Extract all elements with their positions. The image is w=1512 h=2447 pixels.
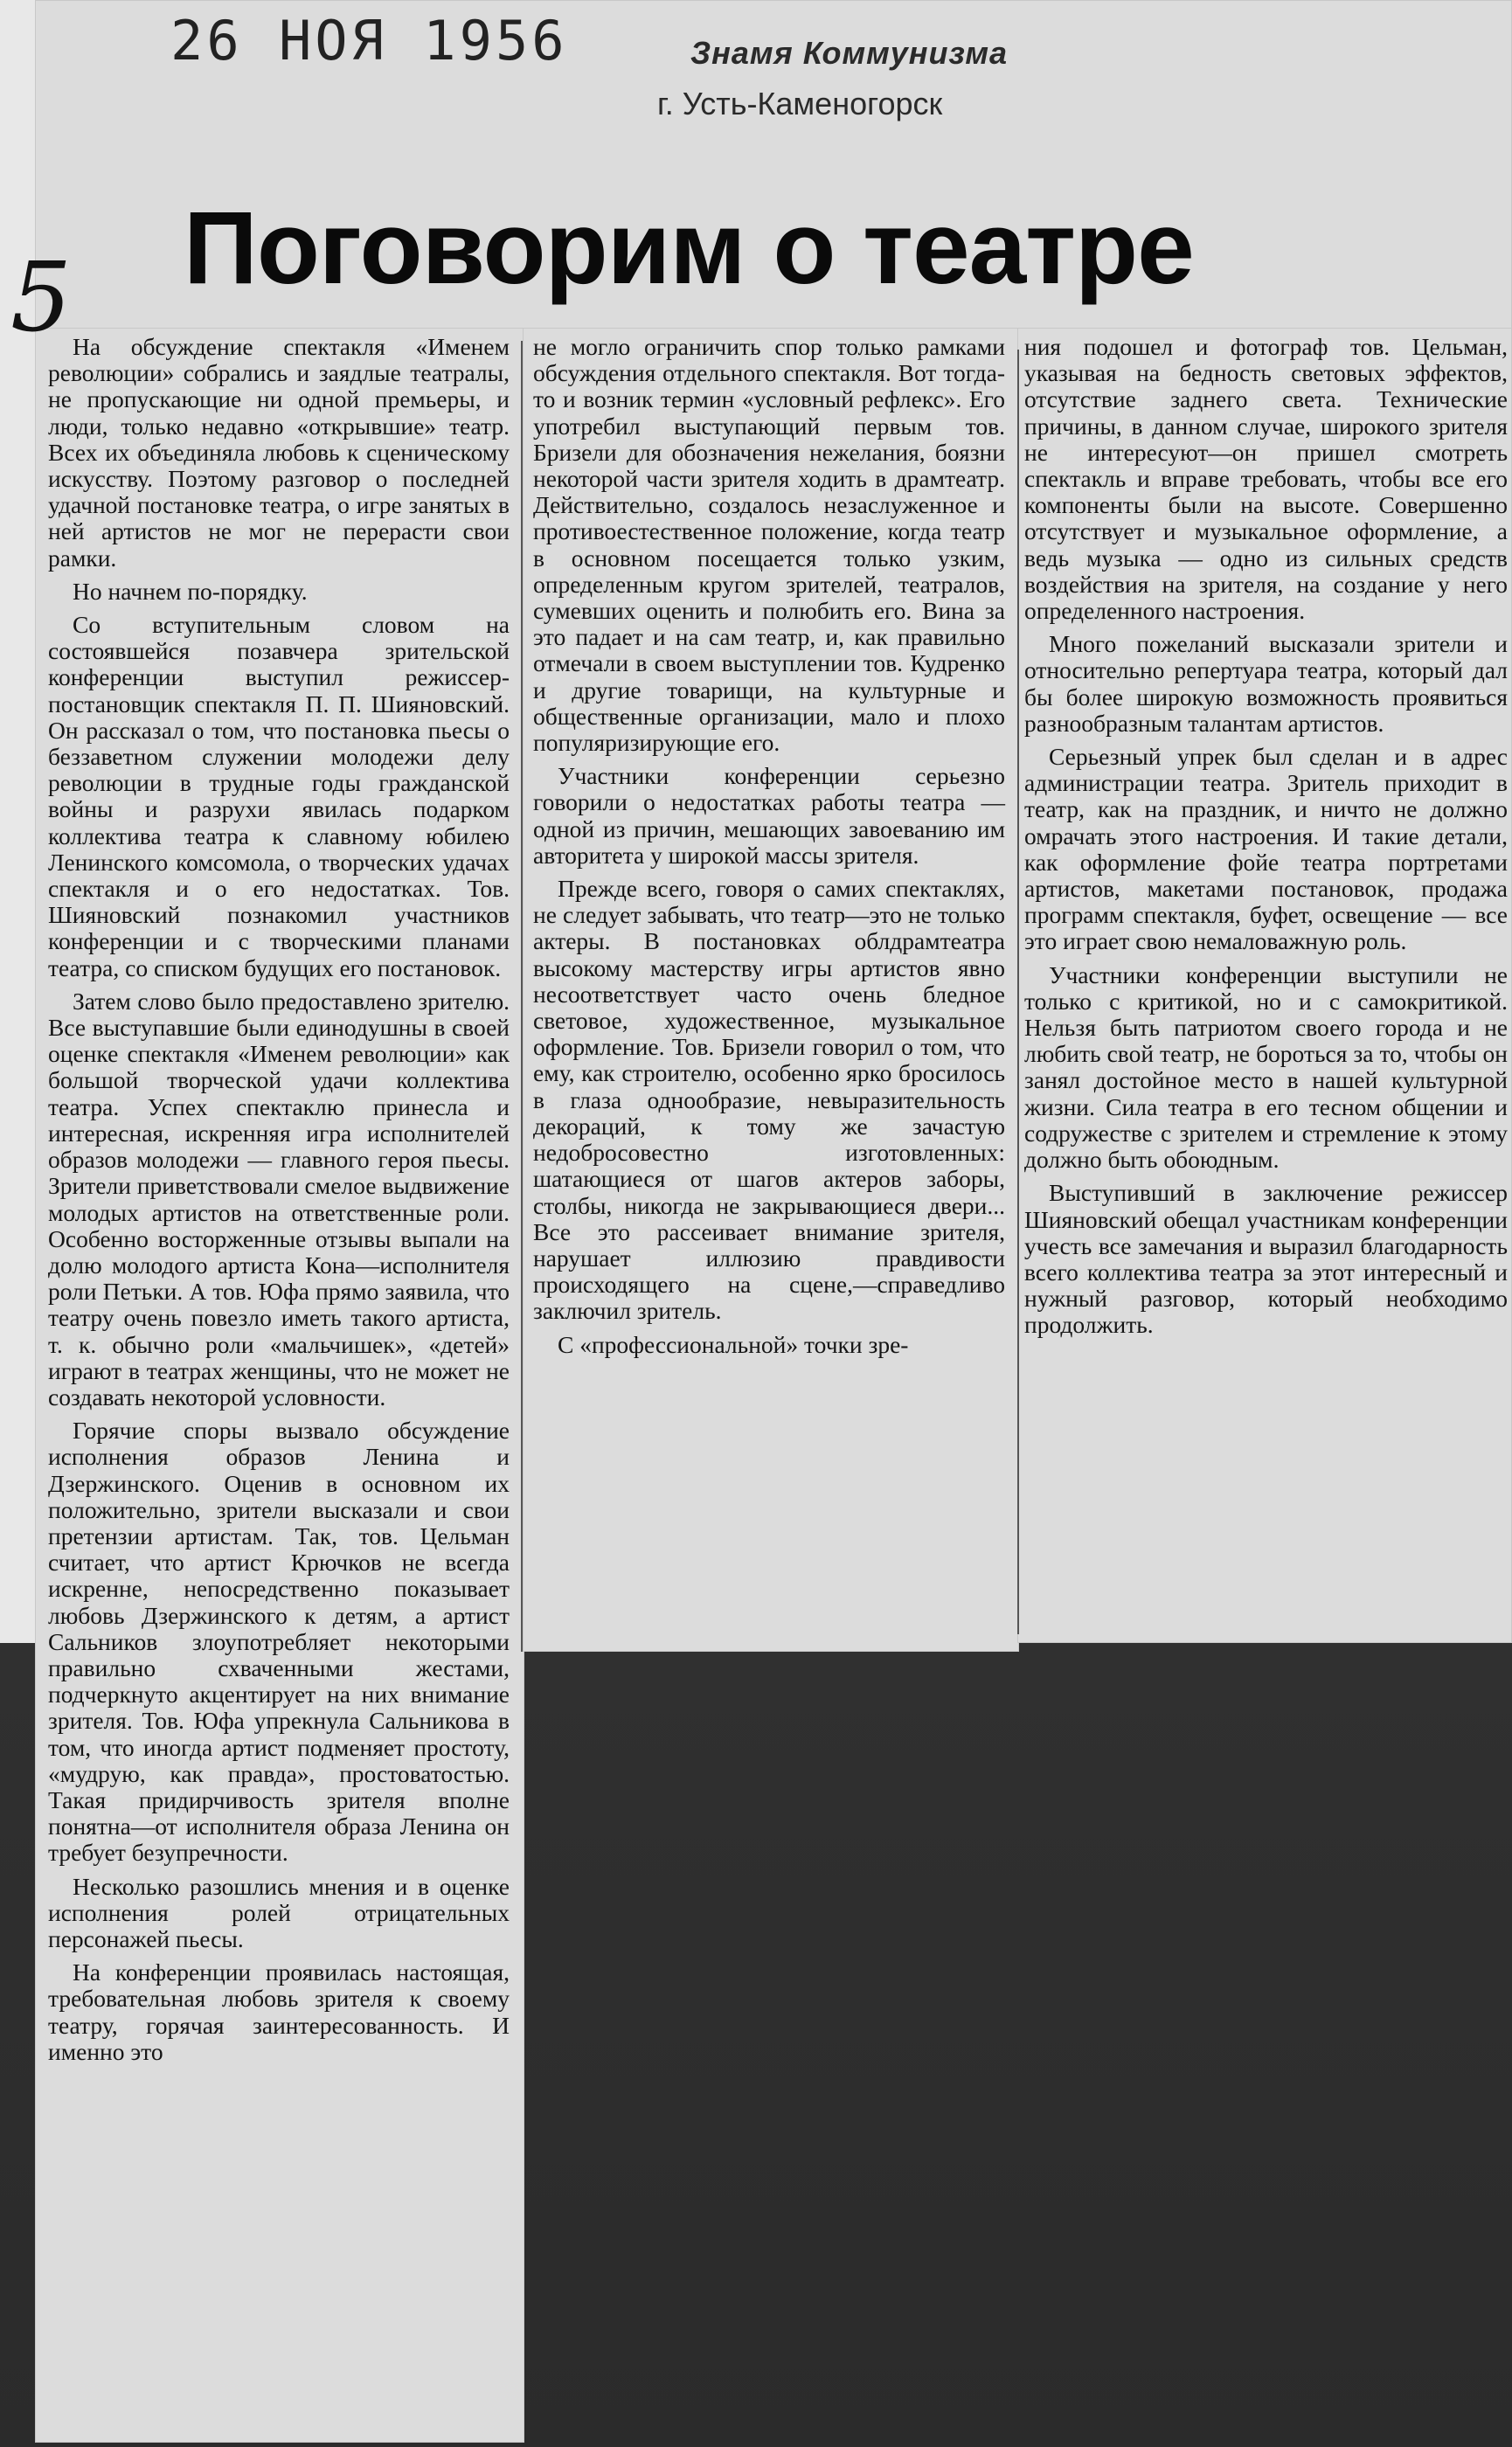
- paragraph: Много пожеланий высказали зрители и относительно репертуара театра, который дал бы более широкую возможность проявиться разнообразным талантам артистов.: [1024, 630, 1508, 737]
- newspaper-city: г. Усть-Каменогорск: [657, 86, 943, 121]
- paragraph: Выступивший в заключение режиссер Шияновский обещал участникам конференции учесть все замечания и выразил благодарность всего коллектива театра за этот интересный и нужный разговор, который необходимо продолжить.: [1024, 1179, 1508, 1339]
- paragraph: ния подошел и фотограф тов. Цельман, указывая на бедность световых эффектов, отсутствие заднего света. Технические причины, в данном случае, широкого зрителя не интересуют—он пришел смотреть спектакль и вправе требовать, чтобы все его компоненты были на высоте. Совершенно отсутствует и музыкальное оформление, а ведь музыка — одно из сильных средств воздействия на зрителя, на создание у него определенного настроения.: [1024, 333, 1508, 625]
- newspaper-name: Знамя Коммунизма: [690, 35, 1009, 71]
- paragraph: На обсуждение спектакля «Именем революции» собрались и заядлые театралы, не пропускающие ни одной премьеры, и люди, только недавно «открывшие» театр. Всех их объединяла любовь к сценическому искусству. Поэтому разговор о последней удачной постановке театра, о игре занятых в ней артистов не мог не перерасти свои рамки.: [48, 333, 510, 572]
- date-stamp: 26 НОЯ 1956: [170, 9, 568, 73]
- paragraph: Со вступительным словом на состоявшейся позавчера зрительской конференции выступил режиссер-постановщик спектакля П. П. Шияновский. Он рассказал о том, что постановка пьесы о беззаветном служении молодежи делу революции в трудные годы гражданской войны и разрухи явилась подарком коллектива театра к славному юбилею Ленинского комсомола, о творческих удачах спектакля и о его недостатках. Тов. Шияновский познакомил участников конференции и с творческими планами театра, со списком будущих его постановок.: [48, 611, 510, 981]
- paragraph: Участники конференции выступили не только с критикой, но и с самокритикой. Нельзя быть патриотом своего города и не любить свой театр, не бороться за то, чтобы он занял достойное место в нашей культурной жизни. Сила театра в его тесном общении и содружестве с зрителем и стремление к этому должно быть обоюдным.: [1024, 960, 1508, 1174]
- paragraph: Затем слово было предоставлено зрителю. Все выступавшие были единодушны в своей оценке спектакля «Именем революции» как большой творческой удачи коллектива театра. Успех спектаклю принесла и интересная, искренняя игра исполнителей образов молодежи — главного героя пьесы. Зрители приветствовали смелое выдвижение молодых артистов на ответственные роли. Особенно восторженные отзывы выпали на долю молодого артиста Кона—исполнителя роли Петьки. А тов. Юфа прямо заявила, что театру очень повезло иметь такого артиста, т. к. обычно роли «мальчишек», «детей» играют в театрах женщины, что не может не создавать некоторой условности.: [48, 987, 510, 1411]
- article-column-2: [533, 334, 1005, 1365]
- paragraph: Несколько разошлись мнения и в оценке исполнения ролей отрицательных персонажей пьесы.: [48, 1872, 510, 1952]
- paragraph: не могло ограничить спор только рамками обсуждения отдельного спектакля. Вот тогда-то и возник термин «условный рефлекс». Его употребил выступающий первым тов. Бризели для обозначения нежелания, боязни некоторой части зрителя ходить в драмтеатр. Действительно, создалось незаслуженное и противоестественное положение, когда театр в основном посещается только узким, определенным кругом зрителей, театралов, сумевших оценить и полюбить его. Вина за это падает и на сам театр, и, как правильно отмечали в своем выступлении тов. Кудренко и другие товарищи, на культурные и общественные организации, мало и плохо популяризирующие его.: [533, 333, 1005, 757]
- article-column-1: [48, 334, 510, 2072]
- column-rule-2: [1017, 350, 1019, 1634]
- column-rule-1: [521, 341, 523, 1652]
- handwritten-page-number: 5: [10, 241, 72, 353]
- paragraph: Прежде всего, говоря о самих спектаклях, не следует забывать, что театр—это не только актеры. В постановках облдрамтеатра высокому мастерству игры артистов явно несоответствует часто очень бледное световое, художественное, музыкальное оформление. Тов. Бризели говорил о том, что ему, как строителю, особенно ярко бросилось в глаза однообразие, невыразительность декораций, к тому же зачастую недобросовестно изготовленных: шатающиеся от шагов актеров заборы, столбы, никогда не закрывающиеся двери... Все это рассеивает внимание зрителя, нарушает иллюзию правдивости происходящего на сцене,—справедливо заключил зритель.: [533, 875, 1005, 1325]
- paragraph: Участники конференции серьезно говорили о недостатках работы театра — одной из причин, мешающих завоеванию им авторитета у широкой массы зрителя.: [533, 762, 1005, 869]
- paragraph: Горячие споры вызвало обсуждение исполнения образов Ленина и Дзержинского. Оценив в основном их положительно, зрители высказали и свои претензии артистам. Так, тов. Цельман считает, что артист Крючков не всегда искренне, непосредственно показывает любовь Дзержинского к детям, а артист Сальников злоупотребляет некоторыми правильно схваченными жестами, подчеркнуто акцентирует на них внимание зрителя. Тов. Юфа упрекнула Сальникова в том, что иногда артист подменяет простоту, «мудрую, как правда», простоватостью. Такая придирчивость зрителя вполне понятна—от исполнителя образа Ленина он требует безупречности.: [48, 1417, 510, 1867]
- article-column-3: [1024, 334, 1508, 1346]
- paragraph: Серьезный упрек был сделан и в адрес администрации театра. Зритель приходит в театр, как на праздник, и ничто не должно омрачать этого настроения. И такие детали, как оформление фойе театра портретами артистов, макетами постановок, продажа программ спектакля, буфет, освещение — все это играет свою немаловажную роль.: [1024, 743, 1508, 955]
- paragraph: С «профессиональной» точки зре-: [558, 1330, 909, 1358]
- paragraph: На конференции проявилась настоящая, требовательная любовь зрителя к своему театру, горячая заинтересованность. И именно это: [48, 1958, 510, 2065]
- article-title: Поговорим о театре: [184, 191, 1194, 306]
- paragraph: Но начнем по-порядку.: [73, 577, 308, 605]
